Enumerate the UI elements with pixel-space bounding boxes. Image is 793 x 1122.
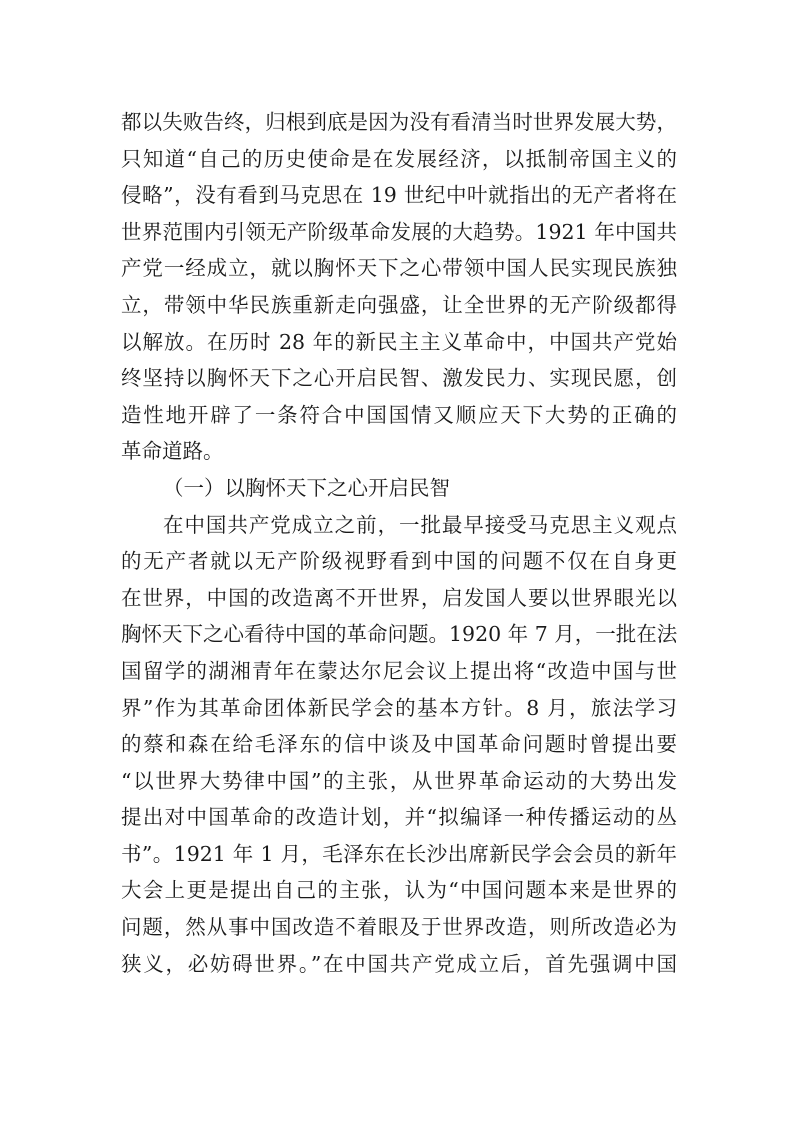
paragraph-line: 胸怀天下之心看待中国的革命问题。1920 年 7 月，一批在法 <box>121 622 678 647</box>
paragraph-line: 产党一经成立，就以胸怀天下之心带领中国人民实现民族独 <box>121 256 677 281</box>
paragraph-line: “以世界大势律中国”的主张，从世界革命运动的大势出发 <box>121 768 677 793</box>
paragraph-line: 终坚持以胸怀天下之心开启民智、激发民力、实现民愿，创 <box>121 366 677 391</box>
section-heading: （一）以胸怀天下之心开启民智 <box>163 475 450 500</box>
paragraph-line: 侵略”，没有看到马克思在 19 世纪中叶就指出的无产者将在 <box>121 183 677 208</box>
paragraph-line: 国留学的湖湘青年在蒙达尔尼会议上提出将“改造中国与世 <box>121 658 677 683</box>
paragraph-line: 世界范围内引领无产阶级革命发展的大趋势。1921 年中国共 <box>121 219 677 244</box>
paragraph-line: 在中国共产党成立之前，一批最早接受马克思主义观点 <box>163 512 677 537</box>
paragraph-line: 立，带领中华民族重新走向强盛，让全世界的无产阶级都得 <box>121 292 677 317</box>
paragraph-line: 在世界，中国的改造离不开世界，启发国人要以世界眼光以 <box>121 585 677 610</box>
paragraph-line: 只知道“自己的历史使命是在发展经济，以抵制帝国主义的 <box>121 146 677 171</box>
paragraph-line: 界”作为其革命团体新民学会的基本方针。8 月，旅法学习 <box>121 695 677 720</box>
paragraph-line: 都以失败告终，归根到底是因为没有看清当时世界发展大势， <box>121 110 677 134</box>
paragraph-line: 书”。1921 年 1 月，毛泽东在长沙出席新民学会会员的新年 <box>121 841 677 866</box>
paragraph-line: 大会上更是提出自己的主张，认为“中国问题本来是世界的 <box>121 878 677 903</box>
paragraph-line: 的蔡和森在给毛泽东的信中谈及中国革命问题时曾提出要 <box>121 732 677 757</box>
paragraph-line: 以解放。在历时 28 年的新民主主义革命中，中国共产党始 <box>121 329 677 354</box>
paragraph-line: 提出对中国革命的改造计划，并“拟编译一种传播运动的丛 <box>121 805 677 830</box>
paragraph-line: 狭义，必妨碍世界。”在中国共产党成立后，首先强调中国 <box>121 951 677 976</box>
paragraph-line: 问题，然从事中国改造不着眼及于世界改造，则所改造必为 <box>121 915 677 940</box>
paragraph-line: 造性地开辟了一条符合中国国情又顺应天下大势的正确的 <box>121 402 677 427</box>
paragraph-line: 的无产者就以无产阶级视野看到中国的问题不仅在自身更 <box>121 549 677 574</box>
document-body <box>121 104 677 982</box>
paragraph-line: 革命道路。 <box>121 439 224 464</box>
